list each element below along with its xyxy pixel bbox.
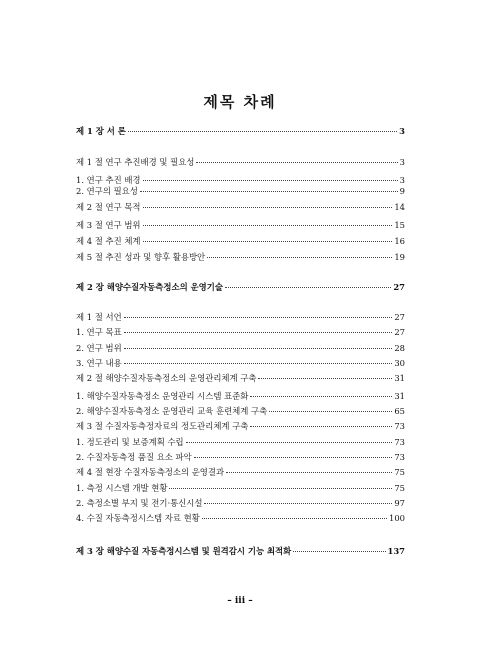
toc-entry-label: 제 3 절 수질자동측정자료의 정도관리체계 구축 <box>76 421 249 431</box>
dot-leader <box>250 426 392 427</box>
toc-entry <box>76 312 405 323</box>
toc-entry <box>76 437 405 448</box>
dot-leader <box>124 332 393 333</box>
dot-leader <box>186 442 393 443</box>
dot-leader <box>207 257 392 258</box>
dot-leader <box>202 518 387 519</box>
toc-entry <box>76 421 405 432</box>
toc-entry-page: 30 <box>394 358 405 368</box>
toc-entry-label: 1. 정도관리 및 보증계획 수립 <box>76 437 184 447</box>
toc-entry-label: 제 3 절 연구 범위 <box>76 220 141 230</box>
toc-entry <box>76 358 405 369</box>
toc-entry-page: 31 <box>394 373 405 383</box>
dot-leader <box>169 488 392 489</box>
dot-leader <box>124 317 393 318</box>
toc-entry <box>76 202 405 213</box>
dot-leader <box>143 207 393 208</box>
dot-leader <box>293 551 385 552</box>
toc-entry-label: 4. 수질 자동측정시스템 자료 현황 <box>76 513 200 523</box>
dot-leader <box>143 180 398 181</box>
toc-entry-page: 73 <box>394 421 405 431</box>
toc-entry <box>76 126 405 137</box>
toc-entry-page: 27 <box>393 282 405 292</box>
toc-entry-page: 31 <box>394 391 405 401</box>
dot-leader <box>204 503 392 504</box>
toc-entry-label: 제 2 절 해양수질자동측정소의 운영관리체계 구축 <box>76 373 257 383</box>
toc-entry <box>76 406 405 417</box>
dot-leader <box>196 162 397 163</box>
toc-entry-page: 73 <box>394 437 405 447</box>
dot-leader <box>269 411 392 412</box>
toc-entry <box>76 236 405 247</box>
toc-entry-page: 14 <box>394 202 405 212</box>
dot-leader <box>250 396 392 397</box>
toc-entry-label: 제 5 절 추진 성과 및 향후 활용방안 <box>76 252 206 262</box>
toc-entry-label: 2. 연구 범위 <box>76 343 122 353</box>
toc-entry-label: 2. 해양수질자동측정소 운영관리 교육 훈련체계 구축 <box>76 406 268 416</box>
toc-entry <box>76 483 405 494</box>
dot-leader <box>258 378 392 379</box>
toc-entry-page: 3 <box>399 157 405 167</box>
toc-entry-page: 15 <box>394 220 405 230</box>
page-title: 제목 차례 <box>203 93 277 111</box>
dot-leader <box>140 191 398 192</box>
toc-entry-label: 제 3 장 해양수질 자동측정시스템 및 원격감시 기능 최적화 <box>76 546 292 556</box>
toc-entry <box>76 391 405 402</box>
toc-entry <box>76 546 405 557</box>
toc-entry-page: 65 <box>394 406 405 416</box>
toc-entry-page: 19 <box>394 252 405 262</box>
page-number-footer: – iii – <box>227 596 253 606</box>
toc-entry-page: 137 <box>387 546 405 556</box>
toc-entry <box>76 498 405 509</box>
toc-entry-page: 75 <box>394 483 405 493</box>
toc-entry <box>76 513 405 524</box>
toc-entry-label: 1. 연구 추진 배경 <box>76 175 141 185</box>
toc-entry-label: 1. 측정 시스템 개발 현황 <box>76 483 168 493</box>
dot-leader <box>226 472 392 473</box>
dot-leader <box>143 225 393 226</box>
toc-entry-page: 97 <box>394 498 405 508</box>
dot-leader <box>225 287 391 288</box>
toc-entry <box>76 373 405 384</box>
toc-entry-label: 제 4 절 추진 체계 <box>76 236 141 246</box>
toc-entry-page: 73 <box>394 452 405 462</box>
toc-entry <box>76 175 405 186</box>
toc-entry-page: 9 <box>399 186 405 196</box>
dot-leader <box>124 348 393 349</box>
toc-entry-label: 제 2 장 해양수질자동측정소의 운영기술 <box>76 282 223 292</box>
dot-leader <box>143 241 393 242</box>
toc-entry-label: 1. 연구 목표 <box>76 327 122 337</box>
toc-entry-page: 28 <box>394 343 405 353</box>
toc-entry <box>76 282 405 293</box>
dot-leader <box>128 131 397 132</box>
dot-leader <box>124 363 393 364</box>
toc-entry-page: 27 <box>394 327 405 337</box>
toc-entry-label: 제 1 절 서언 <box>76 312 122 322</box>
toc-entry-label: 제 2 절 연구 목적 <box>76 202 141 212</box>
toc-entry-label: 2. 연구의 필요성 <box>76 186 138 196</box>
toc-entry-label: 3. 연구 내용 <box>76 358 122 368</box>
toc-entry-page: 3 <box>399 126 405 136</box>
toc-entry-label: 제 1 절 연구 추진배경 및 필요성 <box>76 157 195 167</box>
dot-leader <box>194 457 393 458</box>
toc-entry-label: 제 1 장 서 론 <box>76 126 126 136</box>
toc-entry <box>76 157 405 168</box>
toc-entry-page: 75 <box>394 467 405 477</box>
toc-entry-label: 2. 측정소별 부지 및 전기·통신시설 <box>76 498 203 508</box>
toc-entry <box>76 252 405 263</box>
toc-entry-label: 2. 수질자동측정 품질 요소 파악 <box>76 452 192 462</box>
toc-entry-page: 100 <box>389 513 405 523</box>
toc-entry <box>76 327 405 338</box>
toc-entry <box>76 343 405 354</box>
toc-entry <box>76 452 405 463</box>
toc-entry-page: 16 <box>394 236 405 246</box>
toc-entry <box>76 220 405 231</box>
toc-entry <box>76 186 405 197</box>
toc-entry-label: 1. 해양수질자동측정소 운영관리 시스템 표준화 <box>76 391 249 401</box>
toc-entry-page: 3 <box>399 175 405 185</box>
toc-entry <box>76 467 405 478</box>
toc-entry-page: 27 <box>394 312 405 322</box>
toc-entry-label: 제 4 절 현장 수질자동측정소의 운영결과 <box>76 467 225 477</box>
